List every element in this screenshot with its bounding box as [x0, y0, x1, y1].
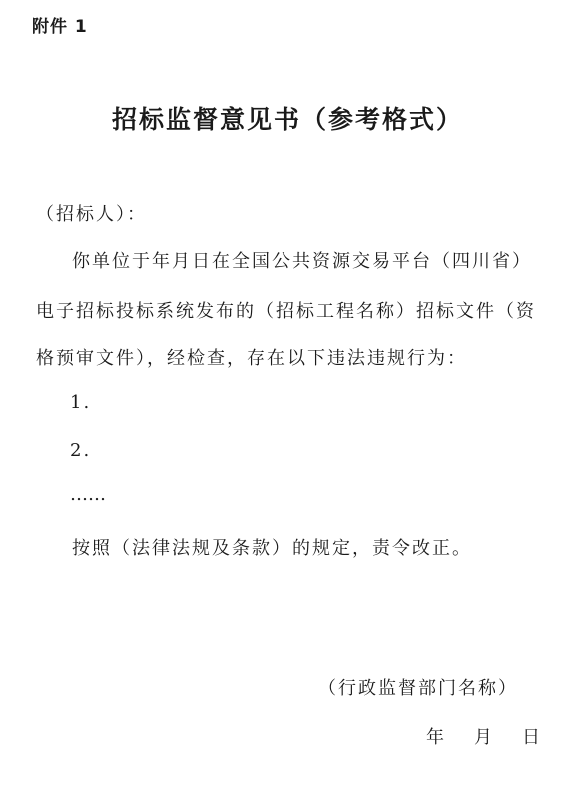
- body-line-1: 你单位于年月日在全国公共资源交易平台（四川省）: [72, 251, 532, 272]
- violation-item-2: 2.: [70, 440, 92, 461]
- salutation: （招标人）：: [36, 204, 147, 225]
- attachment-label: 附件 1: [32, 17, 88, 37]
- signature-date: [426, 723, 542, 749]
- signature-department: （行政监督部门名称）: [318, 678, 518, 699]
- violation-item-1: 1.: [70, 392, 92, 413]
- date-day: 日: [522, 727, 542, 748]
- body-line-3: 格预审文件），经检查，存在以下违法违规行为：: [36, 348, 467, 369]
- date-month: 月: [474, 727, 494, 748]
- violation-item-ellipsis: ……: [70, 484, 106, 505]
- legal-basis: 按照（法律法规及条款）的规定，责令改正。: [72, 538, 472, 559]
- document-title: 招标监督意见书（参考格式）: [111, 105, 463, 134]
- date-year: 年: [426, 727, 446, 748]
- body-line-2: 电子招标投标系统发布的（招标工程名称）招标文件（资: [36, 301, 536, 322]
